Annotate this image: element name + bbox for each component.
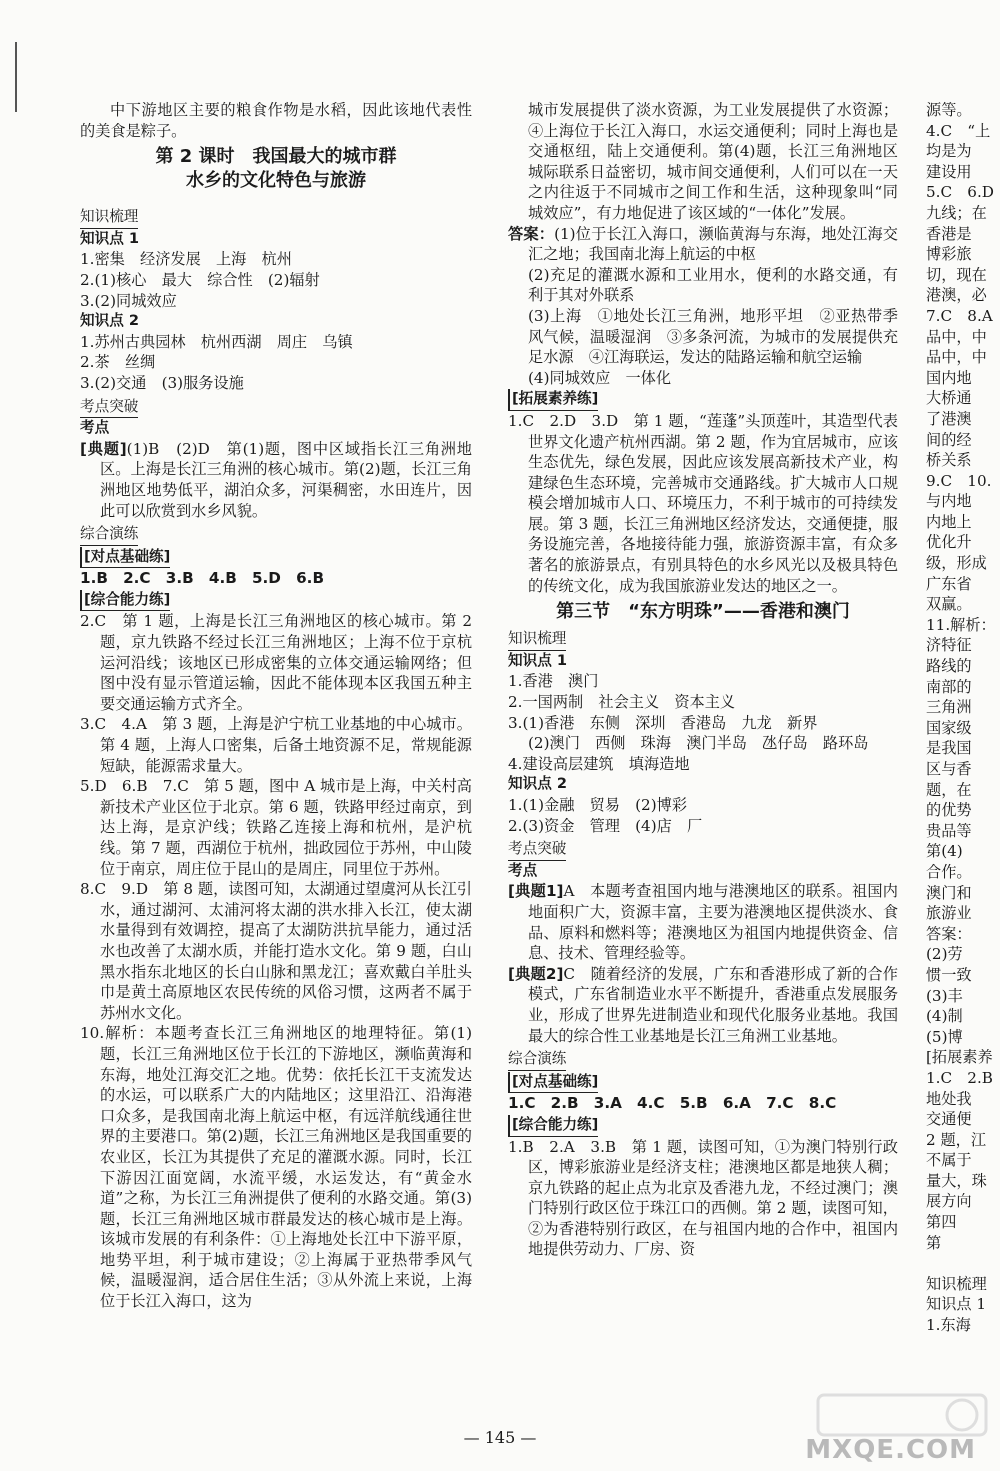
cropped-line: 1.东海 — [926, 1316, 971, 1335]
cropped-line: 级，形成 — [926, 554, 987, 573]
kp2-line: 1.(1)金融 贸易 (2)博彩 — [508, 796, 688, 814]
kp1-line: (2)澳门 西侧 珠海 澳门半岛 氹仔岛 路环岛 — [528, 734, 869, 753]
cropped-line: 合作。 — [926, 862, 972, 881]
cropped-line: [拓展素养 — [926, 1048, 993, 1067]
kp1-line: 4.建设高层建筑 填海造地 — [508, 754, 690, 773]
cropped-line: 香港是 — [926, 224, 972, 243]
cropped-line: 第(4) — [926, 842, 963, 861]
zonghe-paragraph: 1.B 2.A 3.B 第 1 题，读图可知，①为澳门特别行政区，博彩旅游业是经济支柱；港澳地区都是地狭人稠；京九铁路的起止点为北京及香港九龙，不经过澳门；澳门特别行政区位于珠江口的西侧。第 2 题，读图可知，②为香港特别行政区，在与祖国内地的合作中，祖国内地提供劳动力、厂房、资 — [508, 1137, 898, 1259]
cropped-line: 地处我 — [926, 1089, 972, 1108]
dianti2-label: [典题2] — [508, 964, 564, 983]
cropped-line: 博彩旅 — [926, 245, 972, 264]
cropped-line: 9.C 10. — [926, 471, 992, 490]
kaodian-heading: 考点 — [80, 419, 110, 437]
continued-paragraph: 城市发展提供了淡水资源，为工业发展提供了水资源；④上海位于长江入海口，水运交通便利；同时上海也是交通枢纽，陆上交通便利。第(4)题，长江三角洲地区城际联系日益密切，城市间交通便利，人们可以在一天之内往返于不同城市之间工作和生活，这种现象叫“同城效应”，有力地促进了该区域的“一体化”发展。 — [528, 101, 898, 222]
kp1-line: 3.(2)同城效应 — [80, 291, 177, 310]
cropped-line: 是我国 — [926, 739, 972, 758]
answer-item: 8.C 9.D 第 8 题，读图可知，太湖通过望虞河从长江引水，通过湖河、太浦河将太湖的洪水排入长江，使太湖水量得到有效调控，提高了太湖防洪抗旱能力，通过活水也改善了太湖水质，并能打造水文化。第 9 题，白山黑水指东北地区的长白山脉和黑龙江；喜欢戴白羊肚头巾是黄土高原地区农民传统的风俗习惯，这两者不属于苏州水文化。 — [80, 880, 472, 1022]
section-kaodian-tupo: 考点突破 — [80, 397, 138, 419]
kp2-line: 2.茶 丝绸 — [80, 353, 156, 372]
answer-label: 答案： — [508, 224, 555, 243]
page-number: — 145 — — [463, 1428, 537, 1447]
section-3-title: 第三节 “东方明珠”——香港和澳门 — [556, 601, 850, 623]
dianti-text: (1)B (2)D 第(1)题，图中区域指长江三角洲地区。上海是长江三角洲的核心城市。第(2)题，长江三角洲地区地势低平，湖泊众多，河渠稠密，水田连片，因此可以欣赏到水乡风貌。 — [100, 439, 472, 520]
cropped-line: 量大，珠 — [926, 1171, 987, 1190]
section-kaodian-tupo-2: 考点突破 — [508, 839, 566, 861]
cropped-line: 惯一致 — [926, 965, 972, 984]
cropped-line: 路线的 — [926, 657, 972, 676]
cropped-line: 间的经 — [926, 430, 972, 449]
cropped-line: 知识梳理 — [926, 1274, 987, 1293]
cropped-line: 贵品等 — [926, 821, 972, 840]
answer-block-2: (2)充足的灌溉水源和工业用水，便利的水路交通，有利于其对外联系 — [528, 265, 898, 305]
cropped-line: 内地上 — [926, 512, 972, 531]
cropped-line: 题，在 — [926, 780, 972, 799]
cropped-line: 区与香 — [926, 760, 972, 778]
cropped-line: (3)丰 — [926, 986, 963, 1005]
cropped-line: 南部的 — [926, 677, 972, 696]
answer-item: 5.D 6.B 7.C 第 5 题，图中 A 城市是上海，中关村高新技术产业区位于北京。第 6 题，铁路甲经过南京，到达上海，是京沪线；铁路乙连接上海和杭州，是沪杭线。第 7 题，西湖位于杭州，拙政园位于苏州，中山陵位于南京，周庄位于昆山的是周庄，同里位于苏州。 — [80, 777, 472, 878]
cropped-line: 澳门和 — [926, 883, 972, 902]
cropped-line: 不属于 — [926, 1151, 972, 1170]
column-right-cropped — [926, 100, 1000, 1336]
answer-text: (1)位于长江入海口，濒临黄海与东海，地处江海交汇之地；我国南北海上航运的中枢 — [528, 224, 898, 264]
cropped-line: (5)博 — [926, 1027, 963, 1046]
answer-item: 10.解析：本题考查长江三角洲地区的地理特征。第(1)题，长江三角洲地区位于长江的下游地区，濒临黄海和东海，地处江海交汇之地。优势：依托长江干支流发达的水运，可以联系广大的内陆地区；这里沿江、沿海港口众多，是我国南北海上航运中枢，有远洋航线通往世界的主要港口。第(2)题，长江三角洲地区是我国重要的农业区，长江为其提供了充足的灌溉水源。同时，长江下游因江面宽阔，水流平缓，水运发达，有“黄金水道”之称，为长江三角洲提供了便利的水路交通。第(3)题，长江三角洲地区城市群最发达的核心城市是上海。该城市发展的有利条件：①上海地处长江中下游平原，地势平坦，利于城市建设；②上海属于亚热带季风气候，温暖湿润，适合居住生活；③从外流上来说，上海位于长江入海口，这为 — [80, 1024, 472, 1311]
cropped-line: 11.解析： — [926, 615, 996, 634]
cropped-line: 交通便 — [926, 1110, 972, 1129]
column-left — [80, 100, 472, 1312]
answer-block-3: (3)上海 ①地处长江三角洲，地形平坦 ②亚热带季风气候，温暖湿润 ③多条河流，为城市的发展提供充足水源 ④江海联运，发达的陆路运输和航空运输 — [528, 306, 898, 367]
cropped-line: 港澳，必 — [926, 286, 987, 305]
cropped-line: 桥关系 — [926, 451, 972, 470]
cropped-line: 广东省 — [926, 574, 972, 593]
cropped-line: 品中，中 — [926, 327, 987, 346]
cropped-line: 7.C 8.A — [926, 306, 993, 325]
cropped-line: 2 题，江 — [926, 1130, 987, 1149]
kp1-line: 2.一国两制 社会主义 资本主义 — [508, 693, 736, 712]
cropped-line: 济特征 — [926, 636, 972, 655]
section-zhishi-shuli: 知识梳理 — [80, 207, 138, 229]
answer-item: 3.C 4.A 第 3 题，上海是沪宁杭工业基地的中心城市。第 4 题，上海人口密集，后备土地资源不足，常规能源短缺，能源需求量大。 — [80, 715, 472, 775]
cropped-line: 切，现在 — [926, 265, 987, 284]
intro-paragraph: 中下游地区主要的粮食作物是水稻，因此该地代表性的美食是粽子。 — [80, 101, 472, 140]
cropped-line: 5.C 6.D — [926, 183, 994, 202]
section-zonghe-yanlian-2: 综合演练 — [508, 1049, 566, 1071]
cropped-line: 品中，中 — [926, 348, 987, 367]
dianti1-text: A 本题考查祖国内地与港澳地区的联系。祖国内地面积广大，资源丰富，主要为港澳地区提供淡水、食品、原料和燃料等；港澳地区为祖国内地提供资金、信息、技术、管理经验等。 — [528, 882, 898, 963]
section-zonghe-yanlian: 综合演练 — [80, 524, 138, 546]
duidian-answers: 1.B 2.C 3.B 4.B 5.D 6.B — [80, 569, 325, 588]
cropped-line: 旅游业 — [926, 904, 972, 923]
tuozhan-heading: [拓展素养练] — [508, 389, 598, 411]
cropped-line: 的优势 — [926, 801, 972, 820]
cropped-line: 建设用 — [926, 162, 972, 181]
kp1-line: 3.(1)香港 东侧 深圳 香港岛 九龙 新界 — [508, 713, 818, 732]
duidian-heading-2: [对点基础练] — [508, 1072, 598, 1094]
answer-block-4: (4)同城效应 一体化 — [528, 368, 672, 387]
dianti1-paragraph — [508, 881, 898, 963]
kp1-line: 2.(1)核心 最大 综合性 (2)辐射 — [80, 270, 320, 289]
cropped-line: 大桥通 — [926, 389, 972, 408]
cropped-line: 与内地 — [926, 492, 972, 511]
kp2-line: 2.(3)资金 管理 (4)店 厂 — [508, 816, 703, 835]
duidian-answers-2: 1.C 2.B 3.A 4.C 5.B 6.A 7.C 8.C — [508, 1094, 837, 1113]
cropped-line: 优化升 — [926, 533, 972, 552]
binding-margin-line — [15, 42, 17, 112]
kp2-line: 1.苏州古典园林 杭州西湖 周庄 乌镇 — [80, 332, 353, 351]
cropped-line: 九线；在 — [926, 203, 987, 222]
cropped-line: 第四 — [926, 1213, 957, 1232]
cropped-line: 知识点 1 — [926, 1295, 987, 1314]
answer-item: 2.C 第 1 题，上海是长江三角洲地区的核心城市。第 2 题，京九铁路不经过长江三角洲地区；上海不位于京杭运河沿线；该地区已形成密集的立体交通运输网络；但图中没有显示管道运输，因此不能体现本区我国五种主要交通运输方式齐全。 — [80, 612, 472, 713]
dianti2-text: C 随着经济的发展，广东和香港形成了新的合作模式，广东省制造业水平不断提升，香港重点发展服务业，形成了世界先进制造业和现代化服务业基地。我国最大的综合性工业基地是长江三角洲工业基地。 — [528, 964, 898, 1045]
cropped-line — [926, 1253, 1000, 1274]
knowledge-point-1-heading-2: 知识点 1 — [508, 651, 568, 669]
cropped-line: 源等。 — [926, 101, 972, 119]
knowledge-point-2-heading-2: 知识点 2 — [508, 775, 568, 793]
lesson-title-line2: 水乡的文化特色与旅游 — [186, 170, 366, 192]
zonghe-nengli-heading: [综合能力练] — [80, 590, 170, 612]
cropped-line: 第 — [926, 1233, 942, 1252]
cropped-line: 展方向 — [926, 1192, 972, 1211]
cropped-line: (2)劳 — [926, 945, 963, 964]
dianti2-paragraph — [508, 964, 898, 1046]
column-middle — [508, 100, 898, 1260]
dianti-label: [典题] — [80, 439, 127, 458]
cropped-line: 答案： — [926, 924, 972, 943]
duidian-heading: [对点基础练] — [80, 547, 170, 569]
watermark-text: MXQE.COM — [805, 1435, 976, 1465]
kp2-line: 3.(2)交通 (3)服务设施 — [80, 373, 244, 392]
zonghe-nengli-heading-2: [综合能力练] — [508, 1115, 598, 1137]
cropped-line: 双赢。 — [926, 595, 972, 614]
section-zhishi-shuli-2: 知识梳理 — [508, 629, 566, 651]
cropped-line: 三角洲 — [926, 698, 972, 717]
kaodian-heading-2: 考点 — [508, 861, 538, 879]
cropped-line: 国家级 — [926, 718, 972, 737]
knowledge-point-1-heading: 知识点 1 — [80, 229, 140, 247]
lesson-title-line1: 第 2 课时 我国最大的城市群 — [155, 146, 397, 168]
cropped-line: 4.C “上 — [926, 121, 991, 140]
cropped-line: 均是为 — [926, 142, 972, 161]
cropped-line: 了港澳 — [926, 409, 972, 428]
cropped-line: 国内地 — [926, 368, 972, 387]
tuozhan-paragraph: 1.C 2.D 3.D 第 1 题，“莲蓬”头顶莲叶，其造型代表世界文化遗产杭州西湖。第 2 题，作为宜居城市，应该生态优先，绿色发展，因此应该发展高新技术产业，构建绿色生态环境，完善城市交通路线。扩大城市人口规模会增加城市人口、环境压力，不利于城市的可持续发展。第 3 题，长江三角洲地区经济发达，交通便捷，服务设施完善，各地接待能力强，旅游资源丰富，有众多著名的旅游景点，有别具特色的水乡风光以及极具特色的传统文化，成为我国旅游业发达的地区之一。 — [508, 411, 898, 595]
kp1-line: 1.密集 经济发展 上海 杭州 — [80, 250, 292, 269]
dianti1-label: [典题1] — [508, 882, 564, 901]
cropped-line: (4)制 — [926, 1007, 963, 1026]
knowledge-point-2-heading: 知识点 2 — [80, 312, 140, 330]
kp1-line: 1.香港 澳门 — [508, 672, 599, 691]
dianti-paragraph — [80, 439, 472, 521]
cropped-line: 1.C 2.B — [926, 1068, 993, 1087]
answer-block-1 — [508, 224, 898, 265]
